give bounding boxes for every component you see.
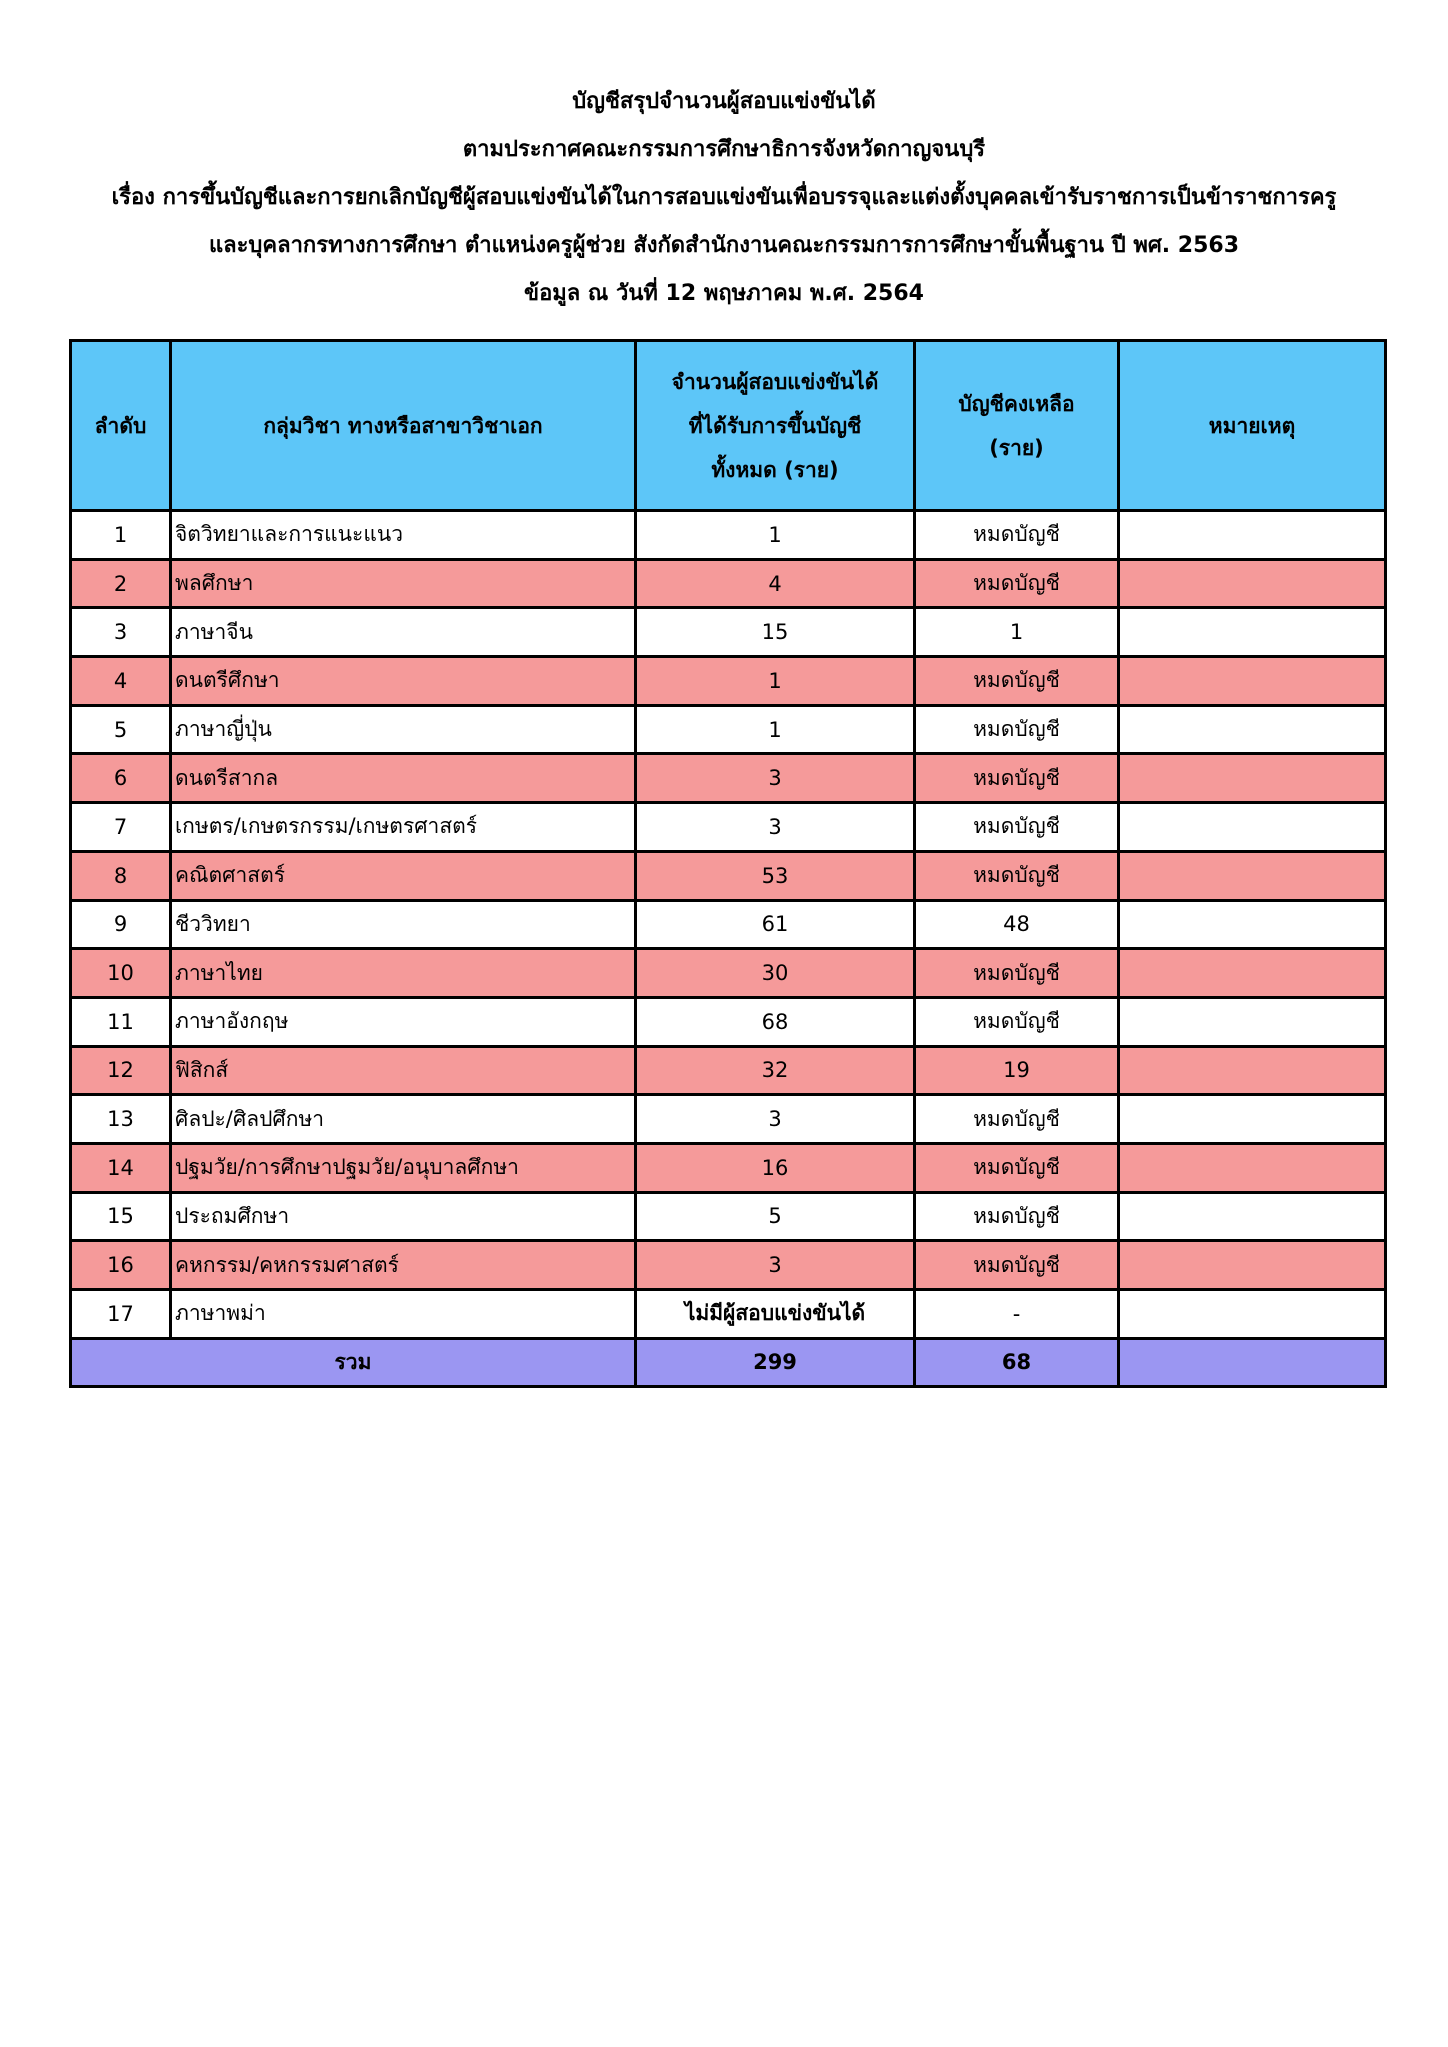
row-note (1119, 1192, 1386, 1241)
row-remaining: หมดบัญชี (915, 657, 1119, 706)
row-remaining: หมดบัญชี (915, 559, 1119, 608)
row-subject: ภาษาจีน (171, 608, 636, 657)
total-remaining: 68 (915, 1338, 1119, 1386)
table-total-row (71, 1338, 1386, 1386)
table-row (71, 997, 1386, 1046)
row-remaining: หมดบัญชี (915, 1095, 1119, 1144)
row-subject: ศิลปะ/ศิลปศึกษา (171, 1095, 636, 1144)
row-remaining: 1 (915, 608, 1119, 657)
heading-line-5: ข้อมูล ณ วันที่ 12 พฤษภาคม พ.ศ. 2564 (524, 281, 924, 306)
row-no: 4 (71, 657, 171, 706)
header-subject: กลุ่มวิชา ทางหรือสาขาวิชาเอก (171, 341, 636, 511)
header-no: ลำดับ (71, 341, 171, 511)
row-subject: เกษตร/เกษตรกรรม/เกษตรศาสตร์ (171, 803, 636, 852)
row-no: 7 (71, 803, 171, 852)
summary-table (69, 339, 1387, 1388)
table-row (71, 511, 1386, 560)
row-total: 3 (636, 1241, 915, 1290)
row-total: 1 (636, 511, 915, 560)
row-subject: ปฐมวัย/การศึกษาปฐมวัย/อนุบาลศึกษา (171, 1143, 636, 1192)
row-remaining: 48 (915, 900, 1119, 949)
row-total: ไม่มีผู้สอบแข่งขันได้ (636, 1290, 915, 1339)
row-subject: ภาษาพม่า (171, 1290, 636, 1339)
header-remaining: บัญชีคงเหลือ (ราย) (915, 341, 1119, 511)
heading-line-3: เรื่อง การขึ้นบัญชีและการยกเลิกบัญชีผู้สอบแข่งขันได้ในการสอบแข่งขันเพื่อบรรจุและแต่งตั้งบุคคลเข้ารับราชการเป็นข้าราชการครู (111, 185, 1337, 210)
row-total: 15 (636, 608, 915, 657)
row-total: 3 (636, 803, 915, 852)
table-row (71, 1290, 1386, 1339)
row-remaining: หมดบัญชี (915, 997, 1119, 1046)
row-total: 4 (636, 559, 915, 608)
table-row (71, 803, 1386, 852)
table-row (71, 608, 1386, 657)
row-note (1119, 608, 1386, 657)
table-header-row (71, 341, 1386, 511)
row-total: 16 (636, 1143, 915, 1192)
document-heading (0, 78, 1448, 318)
row-subject: ภาษาญี่ปุ่น (171, 705, 636, 754)
row-note (1119, 900, 1386, 949)
row-remaining: หมดบัญชี (915, 1192, 1119, 1241)
row-no: 2 (71, 559, 171, 608)
row-note (1119, 1241, 1386, 1290)
row-note (1119, 1095, 1386, 1144)
row-note (1119, 511, 1386, 560)
row-subject: ดนตรีศึกษา (171, 657, 636, 706)
row-total: 68 (636, 997, 915, 1046)
row-no: 6 (71, 754, 171, 803)
table-row (71, 949, 1386, 998)
row-no: 10 (71, 949, 171, 998)
row-note (1119, 1046, 1386, 1095)
row-no: 16 (71, 1241, 171, 1290)
row-total: 30 (636, 949, 915, 998)
heading-line-1: บัญชีสรุปจำนวนผู้สอบแข่งขันได้ (572, 89, 876, 114)
row-no: 3 (71, 608, 171, 657)
row-subject: ภาษาไทย (171, 949, 636, 998)
row-no: 8 (71, 851, 171, 900)
row-total: 3 (636, 754, 915, 803)
row-total: 1 (636, 657, 915, 706)
table-row (71, 851, 1386, 900)
row-no: 1 (71, 511, 171, 560)
row-remaining: หมดบัญชี (915, 1143, 1119, 1192)
row-remaining: หมดบัญชี (915, 803, 1119, 852)
row-remaining: หมดบัญชี (915, 511, 1119, 560)
row-note (1119, 997, 1386, 1046)
row-remaining: หมดบัญชี (915, 705, 1119, 754)
row-subject: ฟิสิกส์ (171, 1046, 636, 1095)
row-no: 14 (71, 1143, 171, 1192)
table-row (71, 1143, 1386, 1192)
row-no: 5 (71, 705, 171, 754)
header-total: จำนวนผู้สอบแข่งขันได้ ที่ได้รับการขึ้นบัญชี ทั้งหมด (ราย) (636, 341, 915, 511)
row-note (1119, 559, 1386, 608)
row-subject: ภาษาอังกฤษ (171, 997, 636, 1046)
row-no: 17 (71, 1290, 171, 1339)
row-subject: พลศึกษา (171, 559, 636, 608)
row-note (1119, 657, 1386, 706)
table-row (71, 1241, 1386, 1290)
heading-line-2: ตามประกาศคณะกรรมการศึกษาธิการจังหวัดกาญจนบุรี (462, 137, 986, 162)
row-total: 53 (636, 851, 915, 900)
row-note (1119, 705, 1386, 754)
row-total: 1 (636, 705, 915, 754)
row-subject: ประถมศึกษา (171, 1192, 636, 1241)
row-subject: จิตวิทยาและการแนะแนว (171, 511, 636, 560)
table-row (71, 754, 1386, 803)
table-row (71, 559, 1386, 608)
table-row (71, 705, 1386, 754)
table-row (71, 1046, 1386, 1095)
row-note (1119, 1290, 1386, 1339)
row-remaining: หมดบัญชี (915, 1241, 1119, 1290)
row-no: 15 (71, 1192, 171, 1241)
row-note (1119, 754, 1386, 803)
row-no: 13 (71, 1095, 171, 1144)
table-row (71, 1192, 1386, 1241)
row-remaining: หมดบัญชี (915, 851, 1119, 900)
row-remaining: - (915, 1290, 1119, 1339)
row-no: 12 (71, 1046, 171, 1095)
row-note (1119, 1143, 1386, 1192)
total-note (1119, 1338, 1386, 1386)
table-row (71, 900, 1386, 949)
row-total: 61 (636, 900, 915, 949)
row-remaining: 19 (915, 1046, 1119, 1095)
row-note (1119, 851, 1386, 900)
row-subject: คณิตศาสตร์ (171, 851, 636, 900)
row-no: 9 (71, 900, 171, 949)
row-note (1119, 949, 1386, 998)
row-subject: คหกรรม/คหกรรมศาสตร์ (171, 1241, 636, 1290)
heading-line-4: และบุคลากรทางการศึกษา ตำแหน่งครูผู้ช่วย สังกัดสำนักงานคณะกรรมการการศึกษาขั้นพื้นฐาน ปี พศ. 2563 (208, 233, 1240, 258)
row-no: 11 (71, 997, 171, 1046)
header-note: หมายเหตุ (1119, 341, 1386, 511)
row-total: 5 (636, 1192, 915, 1241)
row-subject: ดนตรีสากล (171, 754, 636, 803)
row-total: 3 (636, 1095, 915, 1144)
row-total: 32 (636, 1046, 915, 1095)
total-sum: 299 (636, 1338, 915, 1386)
row-remaining: หมดบัญชี (915, 949, 1119, 998)
table-row (71, 657, 1386, 706)
row-remaining: หมดบัญชี (915, 754, 1119, 803)
row-note (1119, 803, 1386, 852)
total-label: รวม (71, 1338, 636, 1386)
table-row (71, 1095, 1386, 1144)
row-subject: ชีววิทยา (171, 900, 636, 949)
